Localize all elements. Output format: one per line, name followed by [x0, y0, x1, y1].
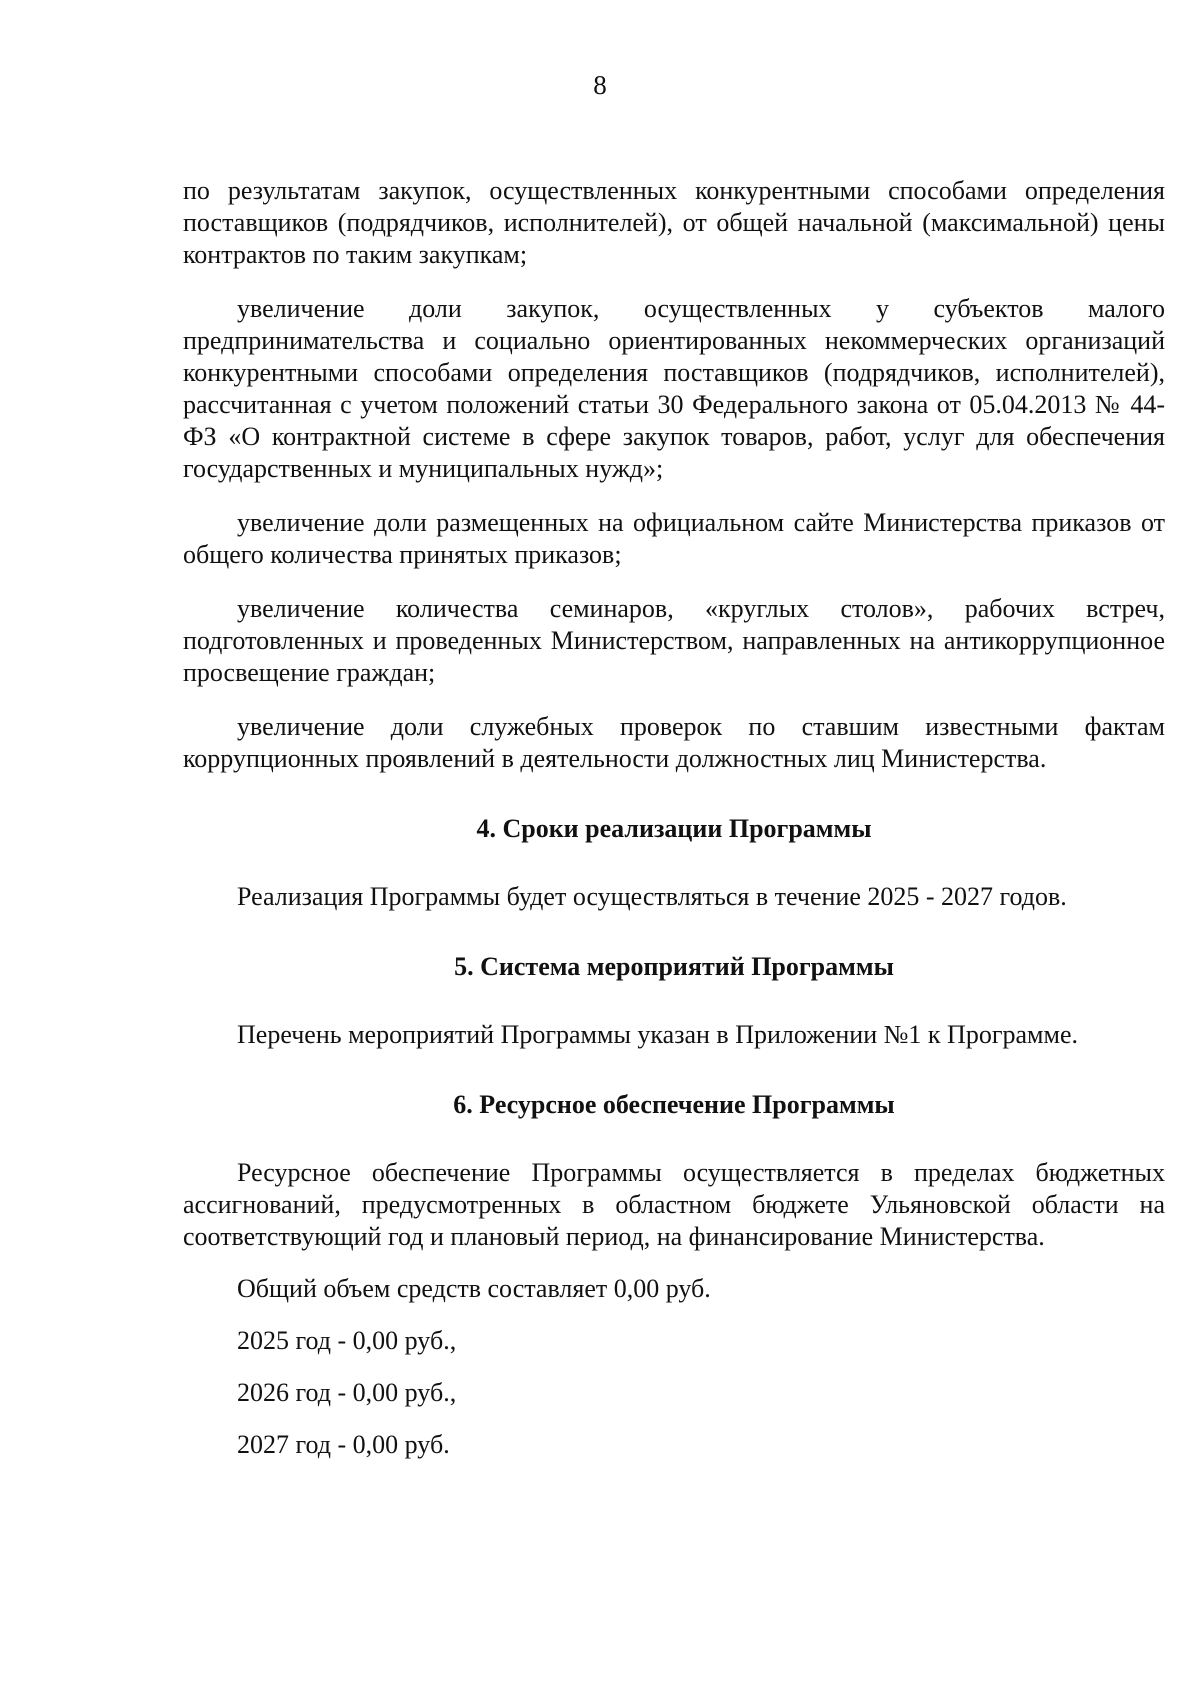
section-6-heading: 6. Ресурсное обеспечение Программы — [453, 1090, 895, 1119]
paragraph-procurement-continuation: по результатам закупок, осуществленных конкурентными способами определения поставщиков (подрядчиков, исполнителей), от общей начальной (максимальной) цены контрактов по таким закупкам; — [183, 176, 1165, 269]
paragraph-orders-published: увеличение доли размещенных на официальном сайте Министерства приказов от общего количества принятых приказов; — [183, 508, 1165, 569]
funding-2026: 2026 год - 0,00 руб., — [237, 1378, 457, 1407]
paragraph-small-business-share: увеличение доли закупок, осуществленных у субъектов малого предпринимательства и социально ориентированных некоммерческих организаций конкурентными способами определения поставщиков (подрядчиков, исполнителей), рассчитанная с учетом положений статьи 30 Федерального закона от 05.04.2013 № 44-ФЗ «О контрактной системе в сфере закупок товаров, работ, услуг для обеспечения государственных и муниципальных нужд»; — [183, 294, 1165, 483]
funding-2025: 2025 год - 0,00 руб., — [237, 1326, 457, 1355]
paragraph-seminars: увеличение количества семинаров, «круглых столов», рабочих встреч, подготовленных и проведенных Министерством, направленных на антикоррупционное просвещение граждан; — [183, 594, 1165, 687]
section-4-text: Реализация Программы будет осуществляться в течение 2025 - 2027 годов. — [237, 882, 1067, 911]
page-number: 8 — [593, 70, 607, 100]
total-funding: Общий объем средств составляет 0,00 руб. — [237, 1274, 711, 1303]
paragraph-inspections: увеличение доли служебных проверок по ставшим известными фактам коррупционных проявлений в деятельности должностных лиц Министерства. — [183, 712, 1165, 773]
document-body — [183, 175, 1165, 1461]
section-5-text: Перечень мероприятий Программы указан в Приложении №1 к Программе. — [237, 1020, 1078, 1049]
section-5-heading: 5. Система мероприятий Программы — [454, 952, 894, 981]
section-6-text: Ресурсное обеспечение Программы осуществляется в пределах бюджетных ассигнований, предусмотренных в областном бюджете Ульяновской области на соответствующий год и плановый период, на финансирование Министерства. — [183, 1158, 1165, 1251]
funding-2027: 2027 год - 0,00 руб. — [237, 1430, 450, 1459]
section-4-heading: 4. Сроки реализации Программы — [476, 814, 872, 843]
